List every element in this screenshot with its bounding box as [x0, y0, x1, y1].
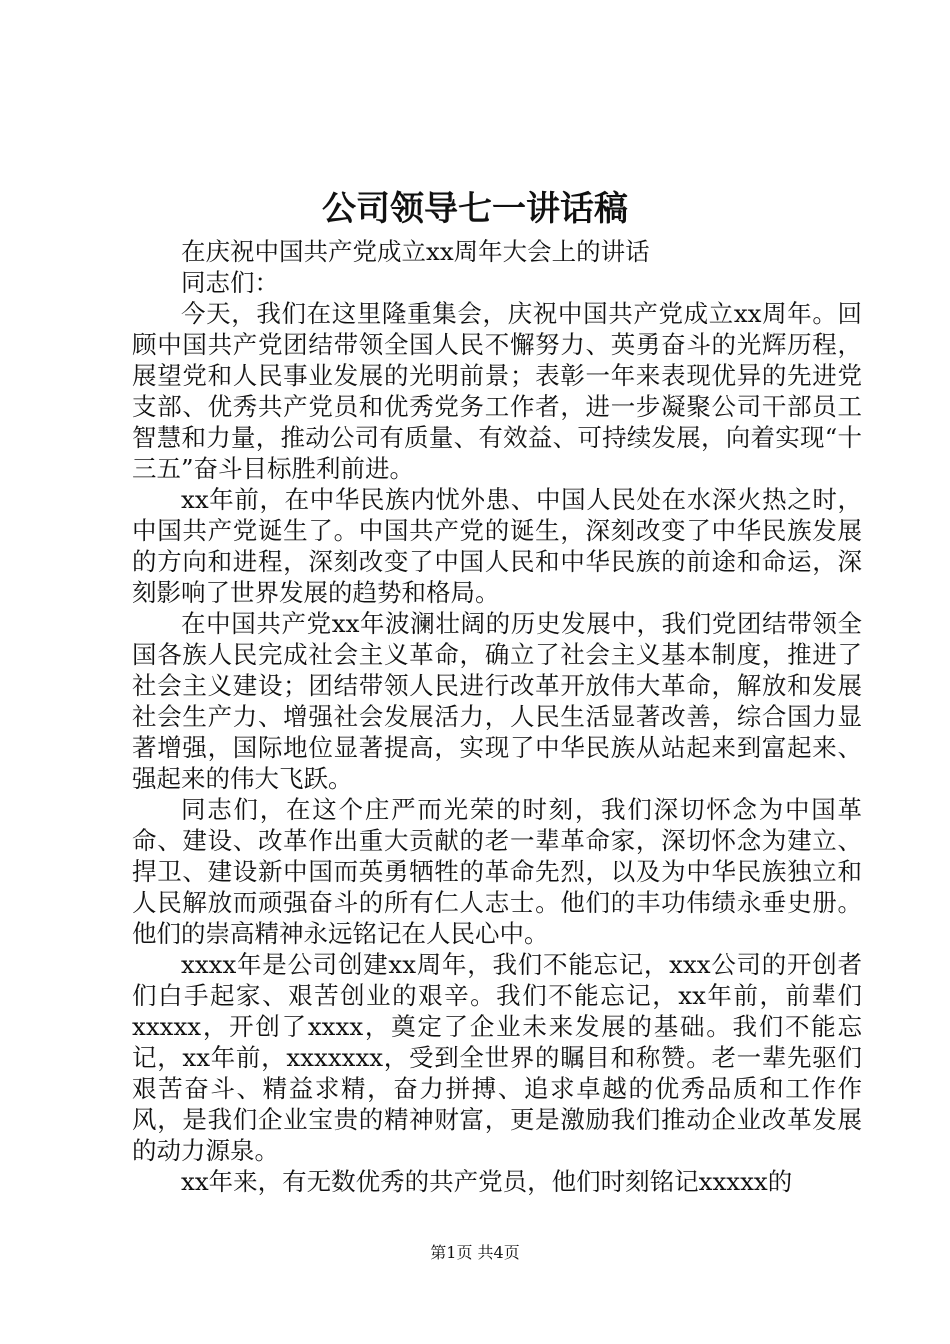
- document-title: 公司领导七一讲话稿: [322, 189, 628, 229]
- page-number-footer: 第1页 共4页: [430, 1243, 520, 1262]
- salutation: 同志们：: [181, 268, 279, 297]
- paragraph: 在中国共产党xx年波澜壮阔的历史发展中，我们党团结带领全国各族人民完成社会主义革命，确立了社会主义基本制度，推进了社会主义建设；团结带领人民进行改革开放伟大革命，解放和发展社会生产力、增强社会发展活力，人民生活显著改善，综合国力显著增强，国际地位显著提高，实现了中华民族从站起来到富起来、强起来的伟大飞跃。: [132, 609, 862, 793]
- paragraph: xx年前，在中华民族内忧外患、中国人民处在水深火热之时，中国共产党诞生了。中国共产党的诞生，深刻改变了中华民族发展的方向和进程，深刻改变了中国人民和中华民族的前途和命运，深刻影响了世界发展的趋势和格局。: [132, 485, 862, 607]
- speech-heading: 在庆祝中国共产党成立xx周年大会上的讲话: [181, 237, 650, 266]
- document-body: [132, 236, 862, 1197]
- paragraph: 今天，我们在这里隆重集会，庆祝中国共产党成立xx周年。回顾中国共产党团结带领全国人民不懈努力、英勇奋斗的光辉历程，展望党和人民事业发展的光明前景；表彰一年来表现优异的先进党支部、优秀共产党员和优秀党务工作者，进一步凝聚公司干部员工智慧和力量，推动公司有质量、有效益、可持续发展，向着实现“十三五”奋斗目标胜利前进。: [132, 299, 862, 483]
- paragraph: xxxx年是公司创建xx周年，我们不能忘记，xxx公司的开创者们白手起家、艰苦创业的艰辛。我们不能忘记，xx年前，前辈们xxxxx，开创了xxxx，奠定了企业未来发展的基础。我们不能忘记，xx年前，xxxxxxx，受到全世界的瞩目和称赞。老一辈先驱们艰苦奋斗、精益求精，奋力拼搏、追求卓越的优秀品质和工作作风，是我们企业宝贵的精神财富，更是激励我们推动企业改革发展的动力源泉。: [132, 950, 862, 1165]
- paragraph: 同志们，在这个庄严而光荣的时刻，我们深切怀念为中国革命、建设、改革作出重大贡献的老一辈革命家，深切怀念为建立、捍卫、建设新中国而英勇牺牲的革命先烈，以及为中华民族独立和人民解放而顽强奋斗的所有仁人志士。他们的丰功伟绩永垂史册。他们的崇高精神永远铭记在人民心中。: [132, 795, 862, 948]
- paragraph: xx年来，有无数优秀的共产党员，他们时刻铭记xxxxx的: [181, 1167, 793, 1196]
